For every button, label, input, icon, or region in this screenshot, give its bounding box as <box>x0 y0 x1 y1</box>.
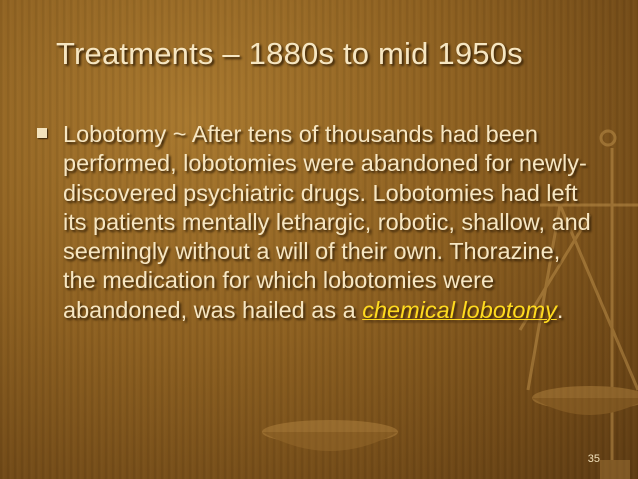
bullet-item <box>63 120 598 325</box>
slide-title: Treatments – 1880s to mid 1950s <box>56 36 523 71</box>
square-bullet-icon <box>37 128 47 138</box>
bullet-text: Lobotomy ~ After tens of thousands had been performed, lobotomies were abandoned for newly-discovered psychiatric drugs. Lobotomies had left its patients mentally lethargic, robotic, shallow, and seemingly without a will of their own. Thorazine, the medication for which lobotomies were abandoned, was hailed as a <box>63 121 591 323</box>
page-number: 35 <box>587 453 600 465</box>
highlight-text: chemical lobotomy <box>362 296 557 323</box>
trailing-text: . <box>556 296 564 323</box>
